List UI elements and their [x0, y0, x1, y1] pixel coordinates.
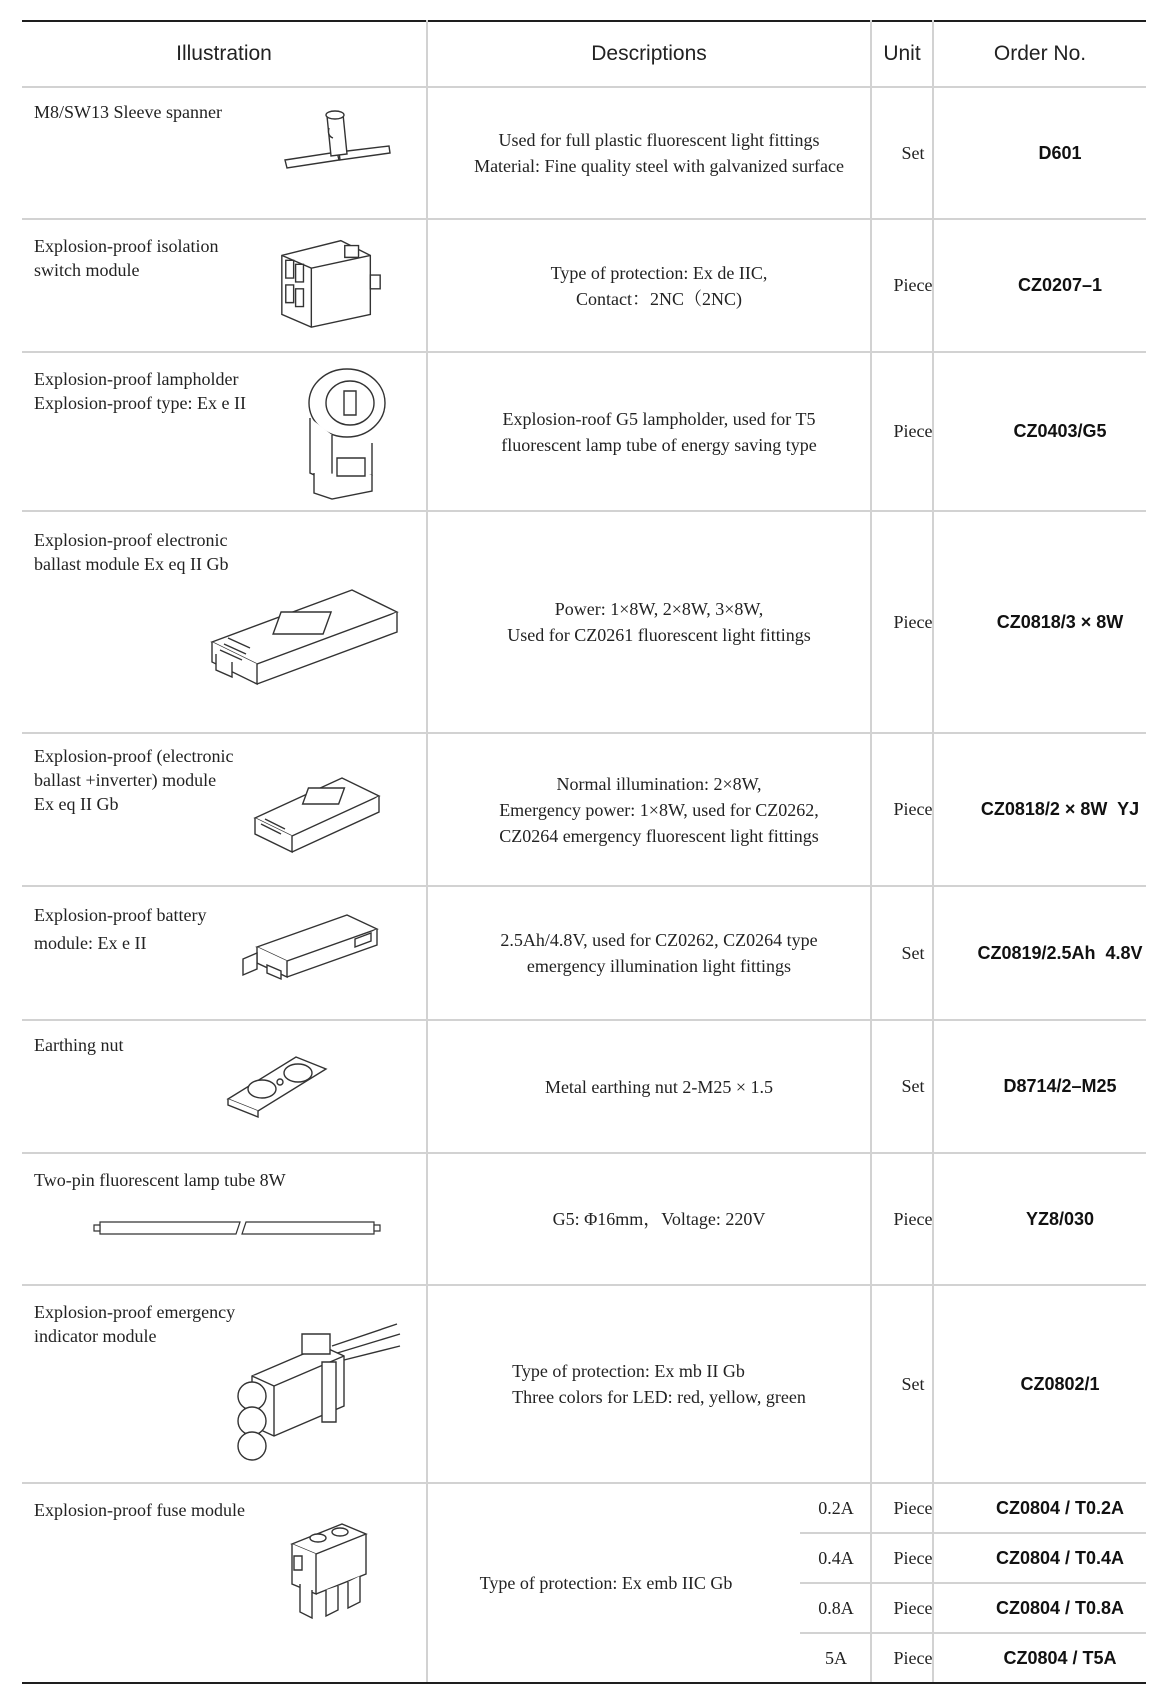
item-description: Metal earthing nut 2-M25 × 1.5: [544, 1076, 774, 1097]
isolation-switch-icon: [272, 230, 390, 330]
table-row: [22, 512, 1146, 732]
table-row: [22, 88, 1146, 218]
item-unit: Piece: [893, 611, 933, 632]
item-name: Two-pin fluorescent lamp tube 8W: [34, 1170, 286, 1190]
header-illustration: Illustration: [176, 42, 272, 65]
item-description: Power: 1×8W, 2×8W, 3×8W, Used for CZ0261 fluorescent light fittings: [507, 599, 811, 645]
item-description: Explosion-roof G5 lampholder, used for T5 fluorescent lamp tube of energy saving type: [501, 408, 817, 455]
item-order-no: CZ0403/G5: [1013, 421, 1107, 441]
battery-module-icon: [237, 907, 387, 987]
item-name: Explosion-proof isolation switch module: [34, 236, 219, 280]
table-bottom-rule: [22, 1682, 1146, 1684]
item-unit: Piece: [893, 1497, 933, 1518]
item-name: Explosion-proof electronic ballast module Ex eq II Gb: [34, 530, 229, 574]
item-name: Explosion-proof fuse module: [34, 1500, 245, 1520]
header-order-no: Order No.: [993, 42, 1087, 65]
item-order-no: CZ0804 / T0.8A: [995, 1597, 1125, 1618]
item-order-no: CZ0804 / T0.4A: [995, 1547, 1125, 1568]
fuse-rating: 0.4A: [818, 1547, 854, 1568]
item-description: Type of protection: Ex mb II Gb Three colors for LED: red, yellow, green: [512, 1361, 806, 1407]
item-unit: Piece: [893, 1547, 933, 1568]
item-unit: Piece: [893, 275, 933, 295]
fuse-module-icon: [282, 1514, 372, 1624]
item-name: Explosion-proof emergency indicator module: [34, 1302, 236, 1346]
item-unit: Set: [901, 142, 925, 163]
item-order-no: YZ8/030: [1025, 1208, 1095, 1229]
item-description: G5: Φ16mm，Voltage: 220V: [552, 1209, 766, 1229]
lamp-tube-icon: [92, 1216, 382, 1240]
item-description: Type of protection: Ex emb IIC Gb: [479, 1573, 733, 1593]
item-order-no: CZ0804 / T0.2A: [995, 1497, 1125, 1518]
item-order-no: D8714/2–M25: [1003, 1076, 1117, 1096]
table-row-fuse: [22, 1484, 1146, 1682]
item-unit: Piece: [893, 421, 933, 441]
fuse-rating: 5A: [825, 1647, 847, 1668]
item-name: Explosion-proof battery module: Ex e II: [34, 905, 207, 953]
item-order-no: CZ0207–1: [1017, 275, 1103, 295]
emergency-indicator-icon: [222, 1306, 402, 1466]
table-row: [22, 220, 1146, 351]
item-unit: Piece: [893, 1208, 933, 1229]
item-order-no: CZ0819/2.5Ah 4.8V: [977, 942, 1143, 963]
sleeve-spanner-icon: [277, 108, 397, 188]
item-order-no: CZ0802/1: [1020, 1373, 1100, 1394]
fuse-rating: 0.2A: [818, 1497, 854, 1518]
table-row: [22, 1286, 1146, 1482]
item-name: Explosion-proof lampholder Explosion-proof type: Ex e II: [34, 369, 246, 413]
item-unit: Set: [901, 942, 925, 963]
item-order-no: D601: [1038, 142, 1082, 163]
table-row: [22, 887, 1146, 1019]
item-unit: Set: [901, 1373, 925, 1394]
item-name: Earthing nut: [34, 1035, 124, 1055]
item-name: M8/SW13 Sleeve spanner: [34, 102, 222, 122]
item-unit: Piece: [893, 799, 933, 819]
table-row: [22, 353, 1146, 510]
item-unit: Piece: [893, 1647, 933, 1668]
item-description: Type of protection: Ex de IIC, Contact：2NC（2NC): [550, 262, 768, 309]
header-descriptions: Descriptions: [591, 42, 707, 65]
table-row: [22, 1154, 1146, 1284]
lampholder-icon: [292, 363, 392, 503]
item-order-no: CZ0818/2 × 8W YJ: [980, 799, 1140, 819]
table-row: [22, 1021, 1146, 1152]
item-name: Explosion-proof (electronic ballast +inverter) module Ex eq II Gb: [34, 746, 234, 814]
item-description: Normal illumination: 2×8W, Emergency power: 1×8W, used for CZ0262, CZ0264 emergency fluorescent light fittings: [499, 773, 819, 846]
item-order-no: CZ0818/3 × 8W: [996, 611, 1124, 632]
fuse-rating: 0.8A: [818, 1597, 854, 1618]
item-unit: Piece: [893, 1597, 933, 1618]
item-order-no: CZ0804 / T5A: [1003, 1647, 1117, 1668]
table-row: [22, 734, 1146, 885]
item-description: Used for full plastic fluorescent light fittings Material: Fine quality steel with galvanized surface: [474, 130, 844, 176]
header-unit: Unit: [883, 42, 921, 65]
electronic-ballast-icon: [202, 582, 402, 692]
earthing-nut-icon: [222, 1051, 332, 1121]
item-unit: Set: [901, 1076, 925, 1096]
item-description: 2.5Ah/4.8V, used for CZ0262, CZ0264 type emergency illumination light fittings: [500, 930, 818, 976]
ballast-inverter-icon: [247, 770, 387, 860]
